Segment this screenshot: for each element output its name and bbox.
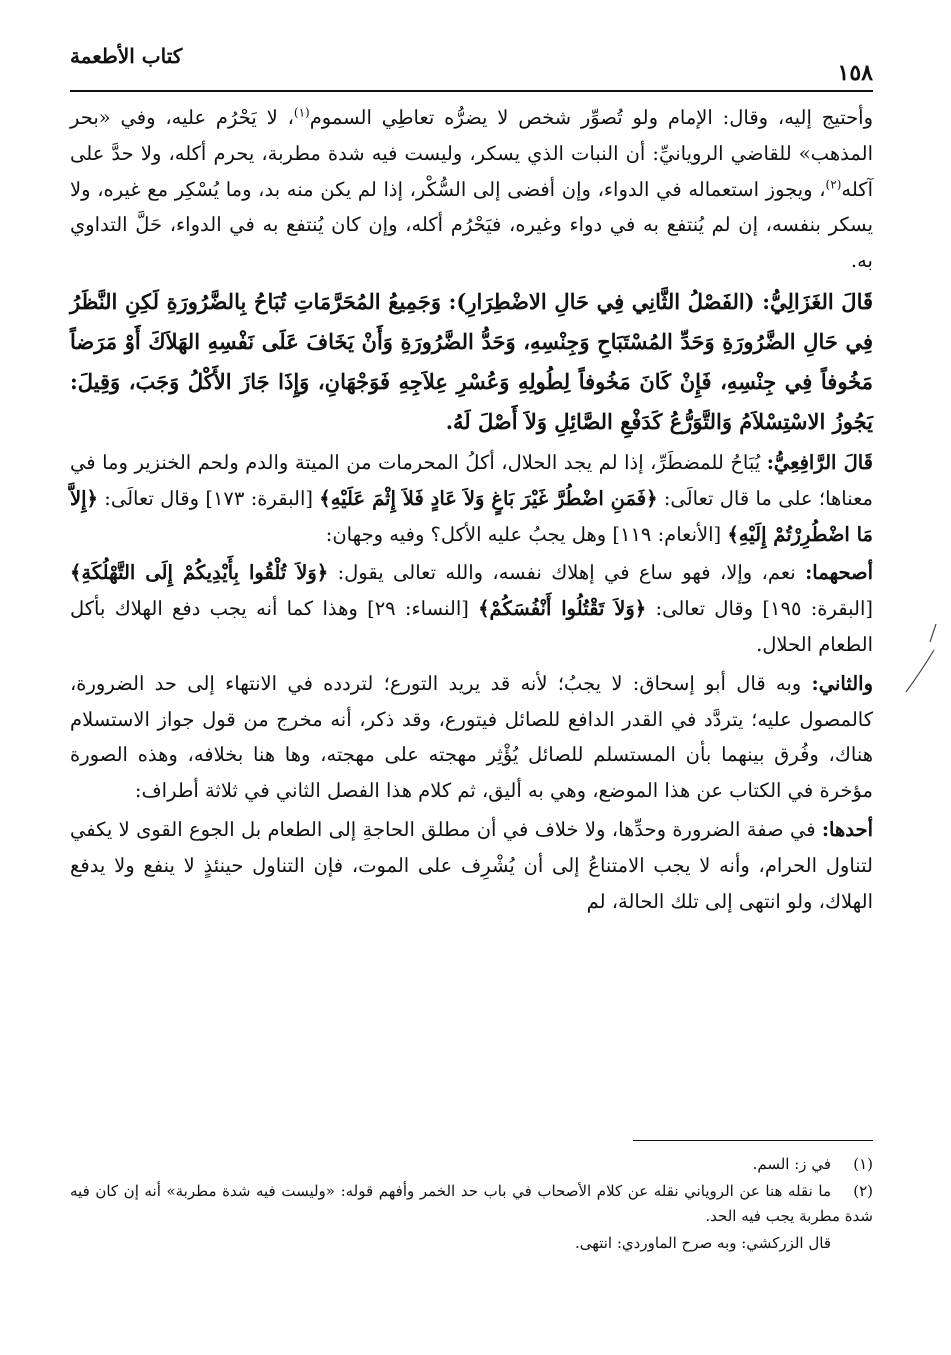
paragraph-text: في صفة الضرورة وحدِّها، ولا خلاف في أن مطلق الحاجةِ إلى الطعام بل الجوع القوى لا يكفي لتناول الحرام، وأنه لا يجب الامتناعُ إلى أن يُشْرِف على الموت، فإن التناول حينئذٍ لا ينفع ولا يدفع الهلاك، ولو انتهى إلى تلك الحالة، لم — [70, 817, 873, 913]
paragraph-rafii — [70, 445, 873, 552]
rafii-lead: قَالَ الرَّافِعِيُّ: — [766, 450, 874, 474]
paragraph-1 — [70, 100, 873, 279]
matn-text: (الفَصْلُ الثَّانِي فِي حَالِ الاضْطِرَارِ): وَجَمِيعُ المُحَرَّمَاتِ تُبَاحُ بِالضَّرُورَةِ لَكِنِ النَّظَرُ فِي حَالِ الضَّرُورَةِ وَحَدِّ المُسْتَبَاحِ وَجِنْسِهِ، وَحَدُّ الضَّرُورَةِ وَأَنْ يَخَافَ عَلَى نَفْسِهِ الهَلاَكَ أَوْ مَرَضاً مَخُوفاً فِي جِنْسِهِ، فَإِنْ كَانَ مَخُوفاً لِطُولِهِ وَعُسْرِ عِلاَجِهِ فَوَجْهَانِ، وَإِذَا جَازَ الأَكْلُ وَجَبَ، وَقِيلَ: يَجُوزُ الاسْتِسْلاَمُ وَالتَّوَرُّعُ كَدَفْعِ الصَّائِلِ وَلاَ أَصْلَ لَهُ. — [70, 288, 873, 434]
paragraph-text: نعم، وإلا، فهو ساع في إهلاك نفسه، والله تعالى يقول: — [337, 561, 796, 585]
paragraph-text: وأحتيج إليه، وقال: الإمام ولو تُصوِّر شخص لا يضرُّه تعاطِي السموم — [309, 106, 873, 129]
paragraph-second-view — [70, 666, 873, 809]
footnote-text: ما نقله هنا عن الروياني نقله عن كلام الأصحاب في باب حد الخمر وأفهم قوله: «وليست فيه شدة مطربة» أنه إن كان فيه شدة مطربة يجب فيه الحد. — [70, 1182, 873, 1225]
footnote-continuation: قال الزركشي: وبه صرح الماوردي: انتهى. — [575, 1234, 831, 1252]
quran-verse: ﴿إِلاَّ مَا اضْطُرِرْتُمْ إِلَيْهِ﴾ — [70, 486, 873, 546]
paragraph-text: [البقرة: ١٩٥] وقال تعالى: — [655, 597, 874, 621]
footnote-divider — [633, 1140, 873, 1141]
paragraph-text: [الأنعام: ١١٩] وهل يجبُ عليه الأكل؟ وفيه وجهان: — [325, 522, 722, 546]
paragraph-text: ، لا يَحْرُم عليه، وفي «بحر المذهب» للقاضي الرويانيِّ: أن النبات الذي يسكر، وليست فيه شدة مطربة، يحرم أكله، ولا حدَّ على آكله — [70, 106, 873, 201]
paragraph-text: يُبَاحُ للمضطَرِّ، إذا لم يجد الحلال، أكلُ المحرمات من الميتة والدم ولحم الخنزير وما في معناها؛ على ما قال تعالَى: — [70, 450, 873, 510]
paragraph-text: ، ويجوز استعماله في الدواء، وإن أفضى إلى السُّكْر، إذا لم يكن منه بد، وما يُسْكِر مع غيره، ولا يسكر بنفسه، إن لم يُنتفع به في دواء وغيره، فيَحْرُم أكله، وإن كان يُنتفع به في الدواء، حَلَّ التداوي به. — [70, 177, 873, 273]
matn-lead: قَالَ الغَزَالِيُّ: — [762, 288, 873, 314]
matn-paragraph — [70, 282, 873, 442]
paragraph-first-view — [70, 555, 873, 662]
footnote-ref-2: (٢) — [825, 177, 842, 192]
footnote-1 — [70, 1152, 873, 1177]
quran-verse: ﴿وَلاَ تُلْقُوا بِأَيْدِيكُمْ إِلَى التَّهْلُكَةِ﴾ — [70, 561, 329, 585]
footnotes — [70, 1152, 873, 1258]
page-header — [70, 40, 873, 92]
main-text — [70, 100, 873, 922]
footnote-2 — [70, 1179, 873, 1229]
quran-verse: ﴿وَلاَ تَقْتُلُوا أَنْفُسَكُمْ﴾ — [478, 597, 647, 621]
quran-verse: ﴿فَمَنِ اضْطُرَّ غَيْرَ بَاغٍ وَلاَ عَادٍ فَلاَ إِثْمَ عَلَيْهِ﴾ — [319, 486, 658, 510]
paragraph-text: وبه قال أبو إسحاق: لا يجبُ؛ لأنه قد يريد التورع؛ لتردده في الانتهاء إلى حد الضرورة، كالمصول عليه؛ يتردَّد في القدر الدافع للصائل فيتورع، وقد ذكر، أنه مخرج من قول جواز الاستسلام هناك، وفُرق بينهما بأن المستسلم للصائل يُؤْثِر مهجته على مهجته، وها هنا بخلافه، وهذه الصورة مؤخرة في الكتاب عن هذا الموضع، وهي به أليق، ثم كلام هذا الفصل الثاني في ثلاثة أطراف: — [70, 671, 874, 803]
footnote-number: (١) — [853, 1155, 873, 1173]
second-view-lead: والثاني: — [811, 671, 873, 695]
footnote-number: (٢) — [853, 1182, 873, 1200]
first-part-lead: أحدها: — [821, 817, 873, 841]
paragraph-first-part — [70, 812, 873, 919]
running-title: كتاب الأطعمة — [70, 44, 183, 68]
margin-pencil-mark — [900, 620, 940, 700]
page-number: ١٥٨ — [837, 60, 873, 86]
paragraph-text: [البقرة: ١٧٣] وقال تعالَى: — [104, 486, 313, 510]
first-view-lead: أصحهما: — [805, 561, 874, 585]
footnote-text: في ز: السم. — [752, 1155, 831, 1173]
footnote-ref-1: (١) — [293, 105, 310, 120]
paragraph-text: [النساء: ٢٩] وهذا كما أنه يجب دفع الهلاك بأكل الطعام الحلال. — [70, 597, 873, 656]
